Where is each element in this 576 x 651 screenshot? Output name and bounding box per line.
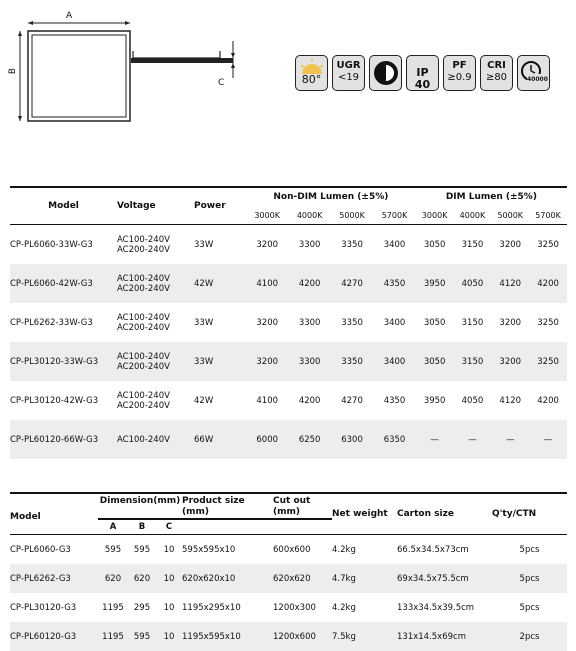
lumen-cell: 3200 — [499, 356, 522, 367]
lumen-cell: 4200 — [537, 395, 559, 406]
dcol-spacer — [273, 519, 332, 535]
cct-header: 5700K — [529, 206, 567, 225]
dim-c-cell: 10 — [163, 631, 175, 642]
voltage-line-2: AC200-240V — [117, 244, 170, 255]
dcol-product-size — [182, 493, 273, 519]
cct-header: 4000K — [288, 206, 330, 225]
model-cell: CP-PL6060-42W-G3 — [10, 278, 93, 289]
product-size-label: Product size — [182, 496, 245, 506]
model-cell: CP-PL30120-33W-G3 — [10, 356, 99, 367]
product-size-cell: 595x595x10 — [182, 544, 236, 555]
carton-size-cell: 66.5x34.5x73cm — [397, 544, 469, 555]
lumen-cell: 3150 — [461, 356, 484, 367]
model-cell: CP-PL30120-G3 — [10, 602, 77, 613]
col-model: Model — [10, 187, 117, 225]
col-power: Power — [194, 187, 246, 225]
product-size-unit: (mm) — [182, 507, 209, 517]
lumen-cell: 4270 — [341, 395, 363, 406]
cutout-cell: 1200x300 — [273, 602, 316, 613]
dimmable-badge — [369, 55, 402, 91]
voltage-line-1: AC100-240V — [117, 434, 170, 445]
model-cell: CP-PL60120-G3 — [10, 631, 77, 642]
qty-cell: 5pcs — [519, 544, 540, 555]
dim-c-cell: 10 — [163, 544, 175, 555]
dim-b-cell: 620 — [133, 573, 151, 584]
lumen-cell: 3950 — [423, 395, 446, 406]
dcol-a: A — [98, 519, 128, 535]
dim-b-cell: 595 — [133, 544, 151, 555]
power-cell: 42W — [194, 278, 214, 289]
dcol-dimension: Dimension(mm) — [99, 496, 181, 506]
voltage-cell — [117, 303, 194, 342]
lumen-cell: 3150 — [461, 317, 484, 328]
lumen-cell: 3150 — [461, 239, 484, 250]
lumen-cell: 6250 — [298, 434, 321, 445]
sun-icon — [297, 58, 327, 74]
ugr-badge — [332, 55, 365, 91]
model-cell: CP-PL60120-66W-G3 — [10, 434, 99, 445]
model-cell: CP-PL6060-33W-G3 — [10, 239, 93, 250]
table-row — [10, 535, 567, 565]
qty-cell: 2pcs — [519, 631, 540, 642]
lumen-cell: 4350 — [383, 395, 406, 406]
lumen-cell: 3250 — [537, 317, 559, 328]
cct-header: 5000K — [491, 206, 529, 225]
table-row — [10, 225, 567, 265]
cutout-cell: 620x620 — [273, 573, 311, 584]
lumen-cell: 4200 — [298, 278, 321, 289]
cct-header: 3000K — [416, 206, 454, 225]
cct-header: 5700K — [373, 206, 415, 225]
voltage-line-2: AC200-240V — [117, 400, 170, 411]
model-cell: CP-PL6262-G3 — [10, 573, 71, 584]
model-cell: CP-PL6060-G3 — [10, 544, 71, 555]
lumen-cell: 3300 — [298, 356, 321, 367]
carton-size-cell: 69x34.5x75.5cm — [397, 573, 469, 584]
lifetime-value: 40000 — [527, 74, 548, 86]
lumen-cell: 3400 — [383, 239, 406, 250]
table-row — [10, 264, 567, 303]
cutout-label: Cut out — [273, 496, 311, 506]
dim-b-cell: 595 — [133, 631, 151, 642]
voltage-cell — [117, 342, 194, 381]
power-cell: 33W — [194, 356, 214, 367]
ugr-label: UGR — [336, 60, 361, 71]
voltage-line-1: AC100-240V — [117, 273, 170, 284]
lumen-cell: 3200 — [256, 356, 279, 367]
ip-rating-label: IP 40 — [414, 66, 431, 91]
dcol-qty: Q'ty/CTN — [492, 493, 567, 535]
lumen-cell: 3050 — [423, 356, 446, 367]
voltage-line-1: AC100-240V — [117, 234, 170, 245]
lumen-cell: 3050 — [423, 317, 446, 328]
voltage-line-2: AC200-240V — [117, 361, 170, 372]
table-row — [10, 622, 567, 651]
lumen-cell: — — [430, 434, 439, 445]
power-cell: 42W — [194, 395, 214, 406]
lumen-cell: — — [505, 434, 515, 445]
col-nondim-lumen: Non-DIM Lumen (±5%) — [246, 187, 416, 206]
ip-rating-badge — [406, 55, 439, 91]
dim-a-cell: 620 — [104, 573, 122, 584]
lumen-cell: 3250 — [537, 239, 559, 250]
voltage-cell — [117, 264, 194, 303]
net-weight-cell: 4.7kg — [332, 573, 356, 584]
dim-a-cell: 1195 — [102, 631, 124, 642]
dcol-c: C — [156, 519, 182, 535]
cutout-cell: 600x600 — [273, 544, 311, 555]
net-weight-cell: 7.5kg — [332, 631, 356, 642]
voltage-line-1: AC100-240V — [117, 312, 170, 323]
lumen-cell: 3200 — [499, 317, 522, 328]
dim-b-cell: 295 — [133, 602, 151, 613]
cct-header: 4000K — [454, 206, 492, 225]
lumen-cell: 4120 — [499, 278, 522, 289]
dim-a-cell: 595 — [104, 544, 122, 555]
voltage-line-2: AC200-240V — [117, 322, 170, 333]
lifetime-badge — [517, 55, 550, 91]
lumen-cell: 6300 — [341, 434, 363, 445]
lumen-cell: 3300 — [298, 317, 321, 328]
lumen-cell: 3050 — [423, 239, 446, 250]
net-weight-cell: 4.2kg — [332, 544, 356, 555]
net-weight-cell: 4.2kg — [332, 602, 356, 613]
cri-badge — [480, 55, 513, 91]
spec-table — [10, 186, 567, 459]
col-voltage: Voltage — [117, 187, 194, 225]
dcol-spacer — [182, 519, 273, 535]
lumen-cell: 4270 — [341, 278, 363, 289]
model-cell: CP-PL6262-33W-G3 — [10, 317, 93, 328]
voltage-cell — [117, 225, 194, 265]
table-row — [10, 420, 567, 459]
dimension-a-label: A — [66, 11, 73, 21]
lumen-cell: 3300 — [298, 239, 321, 250]
lumen-cell: 3350 — [341, 317, 363, 328]
lumen-cell: 3950 — [423, 278, 446, 289]
panel-drawing — [8, 8, 243, 128]
voltage-line-1: AC100-240V — [117, 351, 170, 362]
lumen-cell: 3350 — [341, 356, 363, 367]
dim-a-cell: 1195 — [102, 602, 124, 613]
power-factor-badge — [443, 55, 476, 91]
lumen-cell: — — [468, 434, 477, 445]
voltage-cell — [117, 381, 194, 420]
lumen-cell: 4100 — [256, 395, 279, 406]
lumen-cell: 4200 — [537, 278, 559, 289]
lumen-cell: 4200 — [298, 395, 321, 406]
lumen-cell: 3200 — [256, 317, 279, 328]
lumen-cell: 3400 — [383, 356, 406, 367]
table-row — [10, 303, 567, 342]
dim-c-cell: 10 — [163, 573, 175, 584]
dimension-c-label: C — [218, 78, 225, 88]
carton-size-cell: 131x14.5x69cm — [397, 631, 466, 642]
voltage-cell — [117, 420, 194, 459]
dcol-model: Model — [10, 493, 98, 535]
pf-label: PF — [452, 60, 467, 71]
lumen-cell: 3250 — [537, 356, 559, 367]
lumen-cell: 4050 — [461, 278, 484, 289]
col-dim-lumen: DIM Lumen (±5%) — [416, 187, 567, 206]
lumen-cell: 6350 — [383, 434, 406, 445]
product-size-cell: 1195x295x10 — [182, 602, 241, 613]
beam-angle-badge — [295, 55, 328, 91]
lumen-cell: 4100 — [256, 278, 279, 289]
lumen-cell: 4050 — [461, 395, 484, 406]
lumen-cell: 3350 — [341, 239, 363, 250]
dcol-carton: Carton size — [397, 493, 492, 535]
dcol-cutout — [273, 493, 332, 519]
table-row — [10, 593, 567, 622]
table-row — [10, 342, 567, 381]
lumen-cell: 3400 — [383, 317, 406, 328]
power-cell: 66W — [194, 434, 214, 445]
dimension-b-label: B — [8, 67, 19, 75]
lumen-cell: 3200 — [499, 239, 522, 250]
table-row — [10, 381, 567, 420]
qty-cell: 5pcs — [519, 573, 540, 584]
dimension-table — [10, 492, 567, 651]
cri-label: CRI — [487, 60, 506, 71]
beam-angle-value: 80° — [301, 73, 322, 86]
lumen-cell: 3200 — [256, 239, 279, 250]
dcol-net-weight: Net weight — [332, 493, 397, 535]
qty-cell: 5pcs — [519, 602, 540, 613]
power-cell: 33W — [194, 239, 214, 250]
table-row — [10, 564, 567, 593]
cct-header: 3000K — [246, 206, 288, 225]
product-size-cell: 1195x595x10 — [182, 631, 241, 642]
voltage-line-2: AC200-240V — [117, 283, 170, 294]
voltage-line-1: AC100-240V — [117, 390, 170, 401]
cutout-cell: 1200x600 — [273, 631, 316, 642]
dimmer-icon — [373, 60, 399, 86]
lumen-cell: — — [543, 434, 553, 445]
ugr-value: <19 — [337, 72, 360, 83]
lumen-cell: 4350 — [383, 278, 406, 289]
lumen-cell: 4120 — [499, 395, 522, 406]
cct-header: 5000K — [331, 206, 373, 225]
pf-value: ≥0.9 — [447, 72, 472, 83]
lumen-cell: 6000 — [256, 434, 279, 445]
model-cell: CP-PL30120-42W-G3 — [10, 395, 99, 406]
cri-value: ≥80 — [485, 72, 508, 83]
power-cell: 33W — [194, 317, 214, 328]
dim-c-cell: 10 — [163, 602, 175, 613]
cutout-unit: (mm) — [273, 507, 300, 517]
product-size-cell: 620x620x10 — [182, 573, 236, 584]
dcol-b: B — [128, 519, 156, 535]
carton-size-cell: 133x34.5x39.5cm — [397, 602, 475, 613]
